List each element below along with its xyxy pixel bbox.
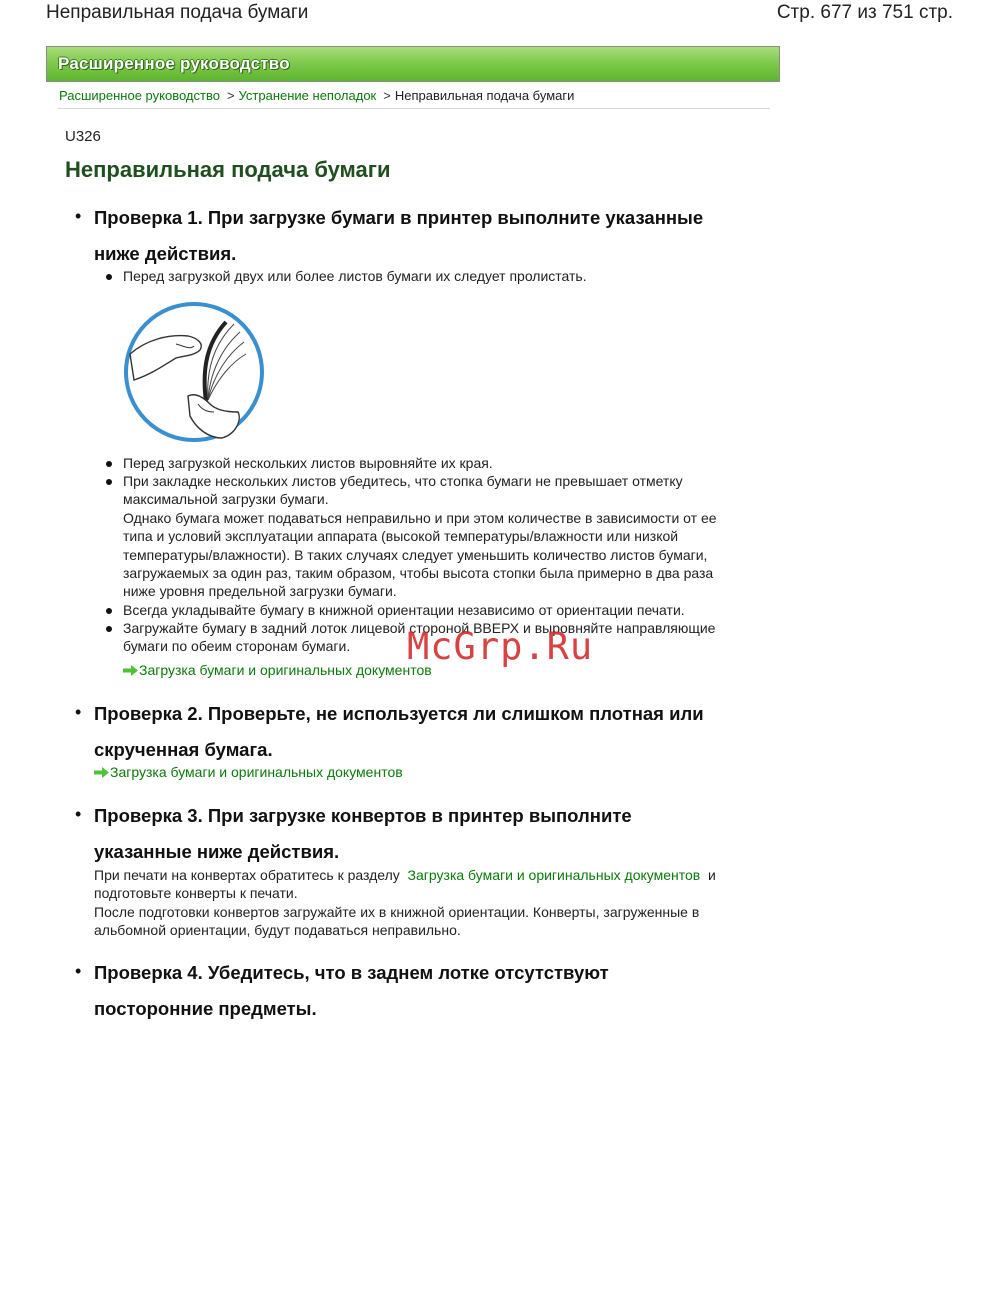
check-bullet: • xyxy=(75,804,82,824)
page-header-title: Неправильная подача бумаги xyxy=(46,2,309,23)
check-1-item-1: Перед загрузкой двух или более листов бумаги их следует пролистать. xyxy=(123,268,587,284)
watermark: McGrp.Ru xyxy=(407,625,594,668)
check-3-paragraph: При печати на конвертах обратитесь к разделу Загрузка бумаги и оригинальных документов и подготовьте конверты к печати. После подготовки конвертов загружайте их в книжной ориентации. Конверты, загруженные в альбомной ориентации, будут подаваться неправильно. xyxy=(94,867,716,939)
page-title: Неправильная подача бумаги xyxy=(65,157,391,182)
list-bullet xyxy=(106,608,112,614)
check-bullet: • xyxy=(75,961,82,981)
arrow-right-icon xyxy=(94,767,109,778)
check-3-heading: Проверка 3. При загрузке конвертов в принтер выполните указанные ниже действия. xyxy=(94,805,632,862)
list-bullet xyxy=(106,461,112,467)
fan-paper-illustration xyxy=(122,300,266,444)
section-banner xyxy=(46,46,780,82)
check-4-heading: Проверка 4. Убедитесь, что в заднем лотке отсутствуют посторонние предметы. xyxy=(94,962,609,1019)
breadcrumb-current: Неправильная подача бумаги xyxy=(394,88,575,103)
banner-label: Расширенное руководство xyxy=(58,54,290,73)
check-2-link-row xyxy=(94,764,403,780)
check-bullet: • xyxy=(75,206,82,226)
load-paper-link[interactable]: Загрузка бумаги и оригинальных документов xyxy=(407,867,701,883)
load-paper-link[interactable]: Загрузка бумаги и оригинальных документов xyxy=(139,662,432,678)
breadcrumb-separator: > xyxy=(383,88,391,103)
check-bullet: • xyxy=(75,702,82,722)
check-1-item-4: Всегда укладывайте бумагу в книжной ориентации независимо от ориентации печати. xyxy=(123,602,685,618)
breadcrumb-link-troubleshooting[interactable]: Устранение неполадок xyxy=(238,88,377,103)
list-bullet xyxy=(106,274,112,280)
list-bullet xyxy=(106,626,112,632)
check-1-item-3: При закладке нескольких листов убедитесь, что стопка бумаги не превышает отметку максимальной загрузки бумаги. Однако бумага может подаваться неправильно и при этом количестве в зависимости от ее типа и условий эксплуатации аппарата (высокой температуры/влажности или низкой температуры/влажности). В таких случаях следует уменьшить количество листов бумаги, загружаемых за один раз, таким образом, чтобы высота стопки была примерно в два раза ниже уровня предельной загрузки бумаги. xyxy=(123,473,717,600)
breadcrumb-divider xyxy=(58,108,770,109)
load-paper-link[interactable]: Загрузка бумаги и оригинальных документов xyxy=(110,764,403,780)
breadcrumb xyxy=(59,88,574,103)
check-1-item-5: Загружайте бумагу в задний лоток лицевой стороной ВВЕРХ и выровняйте направляющие бумаги по обеим сторонам бумаги. xyxy=(123,620,716,655)
arrow-right-icon xyxy=(123,665,138,676)
check-2-heading: Проверка 2. Проверьте, не используется ли слишком плотная или скрученная бумага. xyxy=(94,703,704,760)
breadcrumb-separator: > xyxy=(226,88,235,103)
page-counter: Стр. 677 из 751 стр. xyxy=(776,2,953,23)
check-1-link-row xyxy=(123,662,432,678)
list-bullet xyxy=(106,479,112,485)
check-1-heading: Проверка 1. При загрузке бумаги в принтер выполните указанные ниже действия. xyxy=(94,207,704,264)
check-1-item-2: Перед загрузкой нескольких листов выровняйте их края. xyxy=(123,455,493,471)
breadcrumb-link-guide[interactable]: Расширенное руководство xyxy=(59,88,220,103)
doc-code: U326 xyxy=(65,128,101,145)
